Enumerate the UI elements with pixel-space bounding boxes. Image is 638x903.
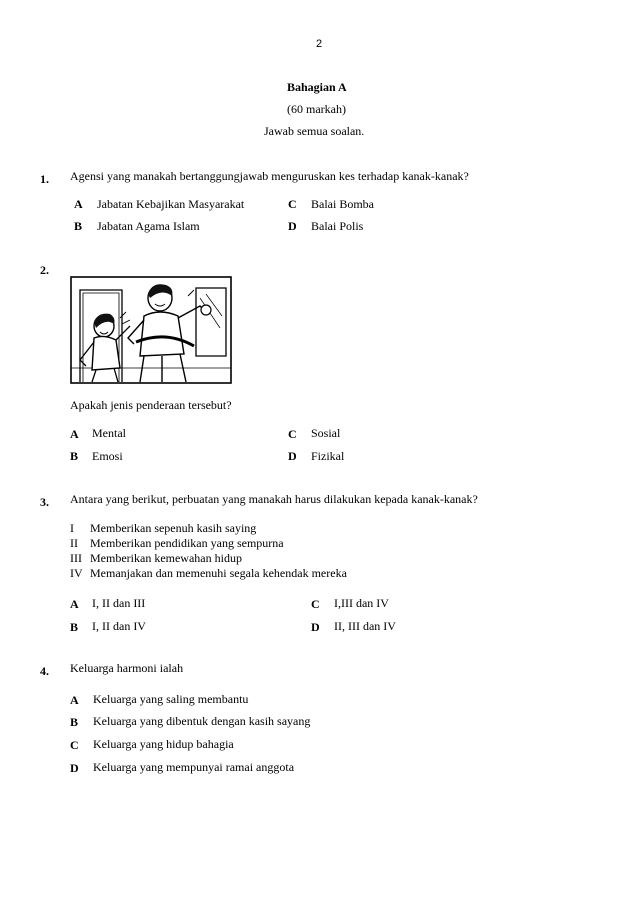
q2-option-c-letter: C [288, 427, 297, 441]
q4-option-c-letter: C [70, 738, 79, 752]
q1-option-b-text[interactable]: Jabatan Agama Islam [97, 219, 200, 233]
q3-statement-iii-text: Memberikan kemewahan hidup [90, 551, 242, 565]
q2-text: Apakah jenis penderaan tersebut? [70, 398, 232, 412]
q3-option-a-text[interactable]: I, II dan III [92, 596, 146, 610]
q3-statement-i-roman: I [70, 521, 74, 535]
q1-option-c-text[interactable]: Balai Bomba [311, 197, 374, 211]
q3-option-b-text[interactable]: I, II dan IV [92, 619, 146, 633]
q3-text: Antara yang berikut, perbuatan yang manakah harus dilakukan kepada kanak-kanak? [70, 492, 478, 506]
q2-option-a-letter: A [70, 427, 79, 441]
q3-statement-iv-roman: IV [70, 566, 83, 580]
q3-option-d-text[interactable]: II, III dan IV [334, 619, 396, 633]
q3-option-c-text[interactable]: I,III dan IV [334, 596, 389, 610]
q4-option-a-letter: A [70, 693, 79, 707]
q4-option-b-letter: B [70, 715, 79, 729]
q4-option-a-text[interactable]: Keluarga yang saling membantu [93, 692, 249, 706]
q2-option-d-text[interactable]: Fizikal [311, 449, 345, 463]
q1-option-d-letter: D [288, 219, 297, 233]
marks-label: (60 markah) [287, 102, 346, 116]
q2-option-d-letter: D [288, 449, 297, 463]
q3-statement-ii-roman: II [70, 536, 78, 550]
q2-option-a-text[interactable]: Mental [92, 426, 126, 440]
q2-option-b-text[interactable]: Emosi [92, 449, 123, 463]
q3-statement-ii-text: Memberikan pendidikan yang sempurna [90, 536, 284, 550]
q2-option-b-letter: B [70, 449, 79, 463]
q3-option-d-letter: D [311, 620, 320, 634]
q2-number: 2. [40, 263, 49, 277]
q3-statement-iii-roman: III [70, 551, 82, 565]
q4-option-c-text[interactable]: Keluarga yang hidup bahagia [93, 737, 234, 751]
q4-option-b-text[interactable]: Keluarga yang dibentuk dengan kasih sayang [93, 714, 311, 728]
q4-option-d-text[interactable]: Keluarga yang mempunyai ramai anggota [93, 760, 295, 774]
q4-option-d-letter: D [70, 761, 79, 775]
page-number: 2 [315, 38, 323, 50]
q4-number: 4. [40, 664, 49, 678]
q3-option-a-letter: A [70, 597, 79, 611]
q3-number: 3. [40, 495, 49, 509]
q1-text: Agensi yang manakah bertanggungjawab menguruskan kes terhadap kanak-kanak? [70, 169, 469, 183]
abuse-illustration [70, 276, 232, 384]
q3-statement-iv-text: Memanjakan dan memenuhi segala kehendak mereka [90, 566, 347, 580]
q1-option-a-text[interactable]: Jabatan Kebajikan Masyarakat [97, 197, 245, 211]
q1-number: 1. [40, 172, 49, 186]
q1-option-d-text[interactable]: Balai Polis [311, 219, 364, 233]
q3-option-b-letter: B [70, 620, 79, 634]
q1-option-b-letter: B [74, 219, 83, 233]
q1-option-c-letter: C [288, 197, 297, 211]
instruction-text: Jawab semua soalan. [264, 124, 365, 138]
section-title: Bahagian A [287, 80, 347, 94]
q2-option-c-text[interactable]: Sosial [311, 426, 341, 440]
q3-statement-i-text: Memberikan sepenuh kasih saying [90, 521, 257, 535]
q3-option-c-letter: C [311, 597, 320, 611]
q1-option-a-letter: A [74, 197, 83, 211]
q4-text: Keluarga harmoni ialah [70, 661, 184, 675]
